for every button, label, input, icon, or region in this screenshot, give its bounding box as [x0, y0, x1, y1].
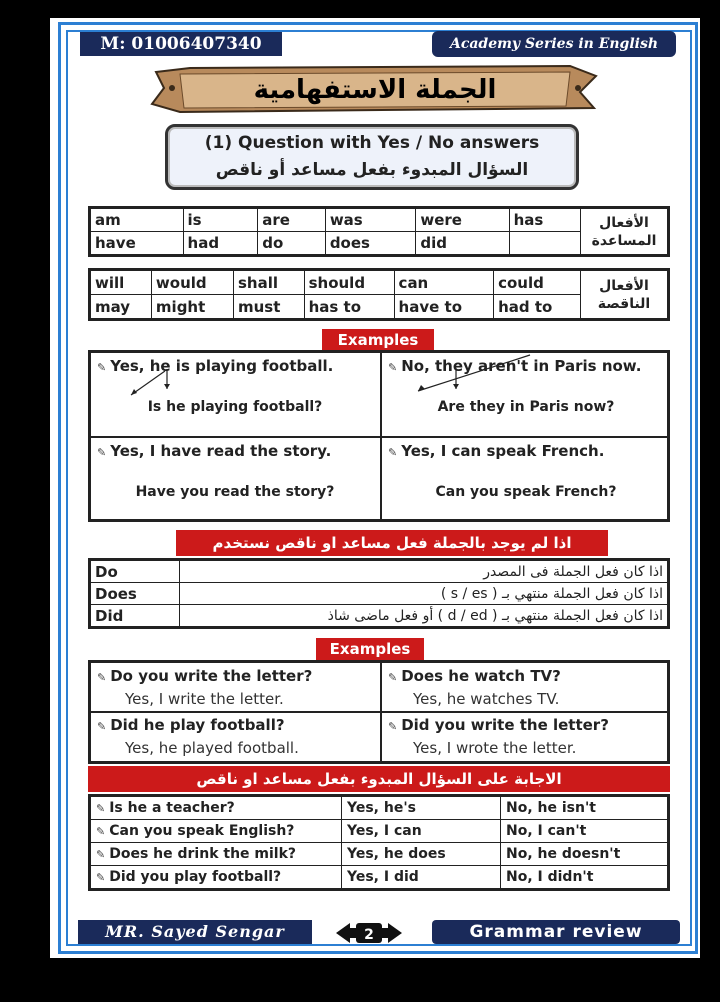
question-text: Does he watch TV?: [401, 667, 561, 685]
pencil-icon: ✎: [97, 671, 107, 684]
example-answer: Yes, I wrote the letter.: [413, 739, 577, 757]
table-cell: is: [183, 208, 258, 232]
statement-text: Yes, I can speak French.: [401, 442, 605, 460]
table-row: [90, 796, 669, 820]
example-question: Have you read the story?: [135, 484, 335, 500]
table-cell: did: [416, 232, 509, 256]
example-answer: Yes, he watches TV.: [413, 690, 560, 708]
answer-yes: Yes, I can: [342, 820, 501, 843]
divider: [91, 711, 667, 713]
table-cell: might: [151, 295, 233, 320]
question-text: Is he a teacher?: [109, 800, 235, 816]
example-cell: [91, 438, 379, 521]
answer-no: No, he isn't: [501, 796, 669, 820]
table-cell: will: [90, 270, 152, 295]
short-answers-table: [88, 794, 670, 891]
pencil-icon: ✎: [97, 361, 107, 374]
table-row: [90, 866, 669, 890]
table-cell: have: [90, 232, 184, 256]
auxiliary-verbs-table: [88, 206, 670, 257]
page-title: الجملة الاستفهامية: [253, 75, 497, 105]
pencil-icon: ✎: [388, 361, 398, 374]
auxiliary-label: الأفعال المساعدة: [581, 208, 669, 256]
pencil-icon: ✎: [97, 720, 107, 733]
table-cell: would: [151, 270, 233, 295]
table-cell: were: [416, 208, 509, 232]
statement-text: No, they aren't in Paris now.: [401, 357, 642, 375]
table-cell: may: [90, 295, 152, 320]
table-cell: had to: [494, 295, 581, 320]
examples-grid-2: [88, 660, 670, 764]
pencil-icon: ✎: [388, 446, 398, 459]
table-cell: has: [509, 208, 580, 232]
table-cell: do: [258, 232, 326, 256]
aux-rule: اذا كان فعل الجملة منتهي بـ ( d / ed ) أو فعل ماضى شاذ: [180, 605, 669, 628]
section-heading-box: [165, 124, 579, 190]
example-statement: [388, 442, 604, 460]
table-cell: must: [233, 295, 304, 320]
example-question: [388, 716, 609, 734]
answer-yes: Yes, I did: [342, 866, 501, 890]
table-row: [90, 843, 669, 866]
pencil-icon: ✎: [96, 825, 106, 838]
aux-word: Do: [90, 560, 180, 583]
example-question: [97, 716, 285, 734]
question-text: Can you speak English?: [109, 823, 295, 839]
table-cell: should: [304, 270, 394, 295]
pencil-icon: ✎: [388, 671, 398, 684]
aux-rule: اذا كان فعل الجملة منتهي بـ ( s / es ): [180, 583, 669, 605]
example-cell: [382, 438, 670, 521]
table-cell: had: [183, 232, 258, 256]
pencil-icon: ✎: [97, 446, 107, 459]
statement-text: Yes, I have read the story.: [110, 442, 332, 460]
question-text: Did you play football?: [109, 869, 282, 885]
answer-question: [90, 843, 342, 866]
page-number-badge: [336, 920, 402, 946]
example-question: Can you speak French?: [435, 484, 617, 500]
examples-grid: [88, 350, 670, 522]
table-cell: shall: [233, 270, 304, 295]
statement-text: Yes, he is playing football.: [110, 357, 334, 375]
pencil-icon: ✎: [388, 720, 398, 733]
section-heading-en: (1) Question with Yes / No answers: [204, 133, 540, 153]
modals-label: الأفعال الناقصة: [581, 270, 669, 320]
table-cell: does: [325, 232, 416, 256]
pencil-icon: ✎: [96, 802, 106, 815]
table-cell: was: [325, 208, 416, 232]
examples-tag: Examples: [316, 638, 424, 660]
modal-verbs-table: [88, 268, 670, 321]
table-cell: has to: [304, 295, 394, 320]
table-cell: could: [494, 270, 581, 295]
pencil-icon: ✎: [96, 848, 106, 861]
no-auxiliary-banner: اذا لم يوجد بالجملة فعل مساعد او ناقص نستخدم: [176, 530, 608, 556]
example-question: [388, 667, 561, 685]
arrow-icon: [410, 353, 550, 397]
aux-word: Does: [90, 583, 180, 605]
aux-word: Did: [90, 605, 180, 628]
question-text: Did you write the letter?: [401, 716, 609, 734]
example-question: [97, 667, 312, 685]
table-cell: am: [90, 208, 184, 232]
example-cell: [382, 353, 670, 436]
example-cell: [91, 353, 379, 436]
table-row: [90, 270, 669, 295]
topic-badge: Grammar review: [432, 920, 680, 944]
table-cell: can: [394, 270, 494, 295]
question-text: Does he drink the milk?: [109, 846, 297, 862]
page-number: 2: [364, 927, 374, 943]
author-badge: MR. Sayed Sengar: [78, 920, 312, 944]
table-row: [90, 560, 669, 583]
table-cell: have to: [394, 295, 494, 320]
example-answer: Yes, he played football.: [125, 739, 299, 757]
answer-question: [90, 796, 342, 820]
answer-question: [90, 866, 342, 890]
answer-question: [90, 820, 342, 843]
answer-no: No, he doesn't: [501, 843, 669, 866]
do-does-did-table: [88, 558, 670, 629]
table-row: [90, 208, 669, 232]
answer-no: No, I didn't: [501, 866, 669, 890]
example-answer: Yes, I write the letter.: [125, 690, 284, 708]
question-text: Did he play football?: [110, 716, 285, 734]
answer-no: No, I can't: [501, 820, 669, 843]
aux-rule: اذا كان فعل الجملة فى المصدر: [180, 560, 669, 583]
pencil-icon: ✎: [96, 871, 106, 884]
arrow-icon: [121, 365, 181, 405]
answer-yes: Yes, he's: [342, 796, 501, 820]
example-question: Is he playing football?: [147, 399, 323, 415]
answers-banner: الاجابة على السؤال المبدوء بفعل مساعد او ناقص: [88, 766, 670, 792]
table-cell: [509, 232, 580, 256]
question-text: Do you write the letter?: [110, 667, 313, 685]
examples-tag: Examples: [322, 329, 434, 351]
section-heading-ar: السؤال المبدوء بفعل مساعد أو ناقص: [215, 160, 529, 180]
answer-yes: Yes, he does: [342, 843, 501, 866]
example-question: Are they in Paris now?: [437, 399, 615, 415]
phone-number-badge: M: 01006407340: [80, 32, 282, 56]
example-statement: [97, 442, 331, 460]
table-row: [90, 605, 669, 628]
table-row: [90, 820, 669, 843]
table-cell: are: [258, 208, 326, 232]
table-row: [90, 583, 669, 605]
series-badge: Academy Series in English: [432, 31, 676, 57]
